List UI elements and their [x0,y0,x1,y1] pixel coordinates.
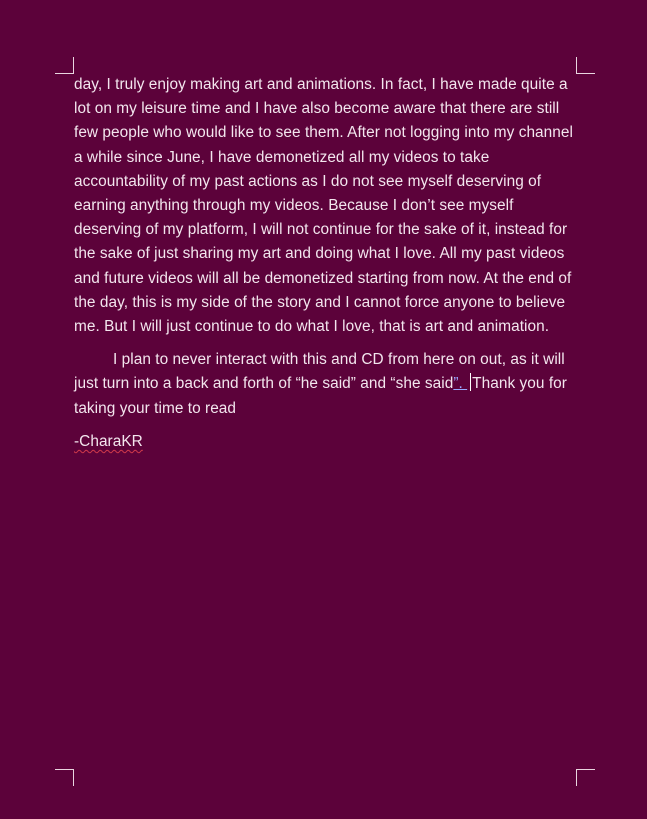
paragraph-2-end[interactable]: Thank you for taking your time to read [74,375,567,417]
paragraph-2-start[interactable]: I plan to never interact with this and CD from here on out, as it will just turn into a back and forth of “he said” and “she said [74,351,565,393]
paragraph-2-marked-text[interactable]: ”. [453,375,468,393]
signature[interactable]: -CharaKR [74,432,143,450]
document-body[interactable] [74,73,574,463]
crop-mark-top-right [576,57,595,74]
crop-mark-bottom-right [576,769,595,786]
signature-line[interactable] [74,430,574,454]
paragraph-2[interactable] [74,348,574,421]
paragraph-1[interactable]: day, I truly enjoy making art and animations. In fact, I have made quite a lot on my leisure time and I have also become aware that there are still few people who would like to see them. After not logging into my channel a while since June, I have demonetized all my videos to take accountability of my past actions as I do not see myself deserving of earning anything through my videos. Because I don’t see myself deserving of my platform, I will not continue for the sake of it, instead for the sake of just sharing my art and doing what I love. All my past videos and future videos will all be demonetized starting from now. At the end of the day, this is my side of the story and I cannot force anyone to believe me. But I will just continue to do what I love, that is art and animation. [74,76,573,336]
crop-mark-bottom-left [55,769,74,786]
crop-mark-top-left [55,57,74,74]
